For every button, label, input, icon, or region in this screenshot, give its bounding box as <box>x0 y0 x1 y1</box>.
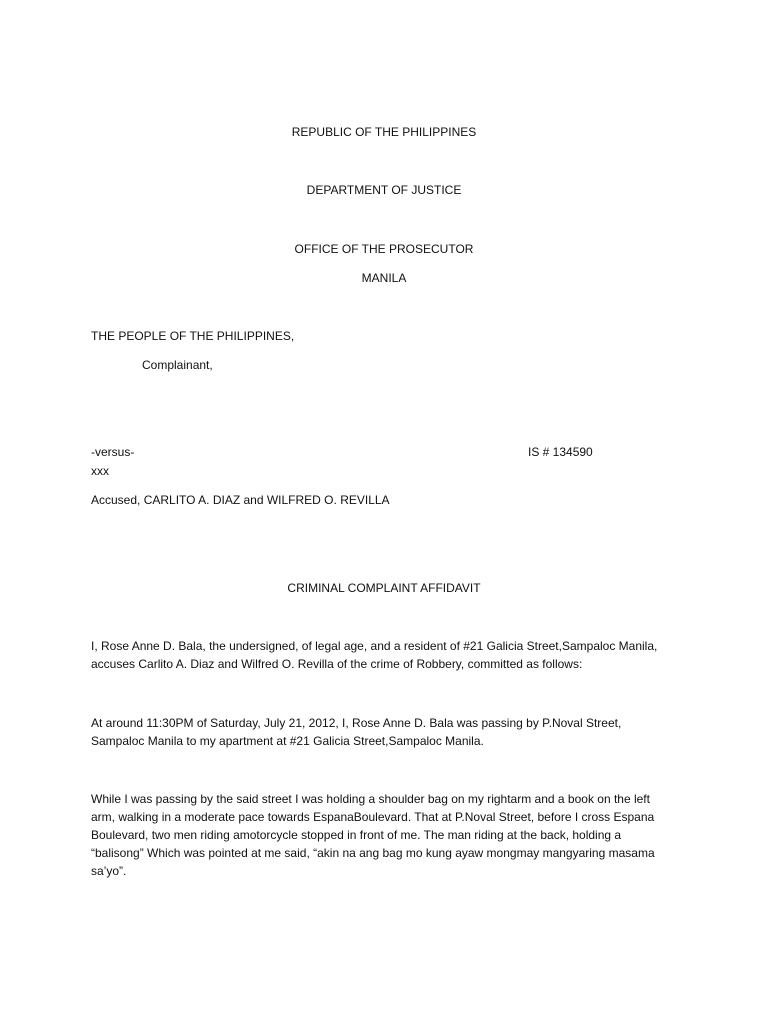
header-department: DEPARTMENT OF JUSTICE <box>306 183 462 197</box>
caption-placeholder: xxx <box>91 464 109 478</box>
caption-accused: Accused, CARLITO A. DIAZ and WILFRED O. REVILLA <box>91 493 390 507</box>
body-paragraph-2: At around 11:30PM of Saturday, July 21, 2012, I, Rose Anne D. Bala was passing by P.Noval Street, Sampaloc Manila to my apartment at #21 Galicia Street,Sampaloc Manila. <box>91 716 622 748</box>
case-number: IS # 134590 <box>528 445 593 459</box>
caption-plaintiff: THE PEOPLE OF THE PHILIPPINES, <box>91 329 295 343</box>
body-paragraph-1: I, Rose Anne D. Bala, the undersigned, of legal age, and a resident of #21 Galicia Street,Sampaloc Manila, accuses Carlito A. Diaz and Wilfred O. Revilla of the crime of Robbery, committed as follows: <box>91 639 658 671</box>
header-republic: REPUBLIC OF THE PHILIPPINES <box>291 125 477 139</box>
body-paragraph-3: While I was passing by the said street I was holding a shoulder bag on my rightarm and a book on the left arm, walking in a moderate pace towards EspanaBoulevard. That at P.Noval Street, before I cross Espana Boulevard, two men riding amotorcycle stopped in front of me. The man riding at the back, holding a “balisong” Which was pointed at me said, “akin na ang bag mo kung ayaw mongmay mangyaring masama sa’yo”. <box>91 792 655 878</box>
header-city: MANILA <box>361 271 407 285</box>
caption-plaintiff-role: Complainant, <box>142 358 213 372</box>
header-office: OFFICE OF THE PROSECUTOR <box>294 242 474 256</box>
caption-versus: -versus- <box>91 445 135 459</box>
document-title: CRIMINAL COMPLAINT AFFIDAVIT <box>287 581 481 595</box>
